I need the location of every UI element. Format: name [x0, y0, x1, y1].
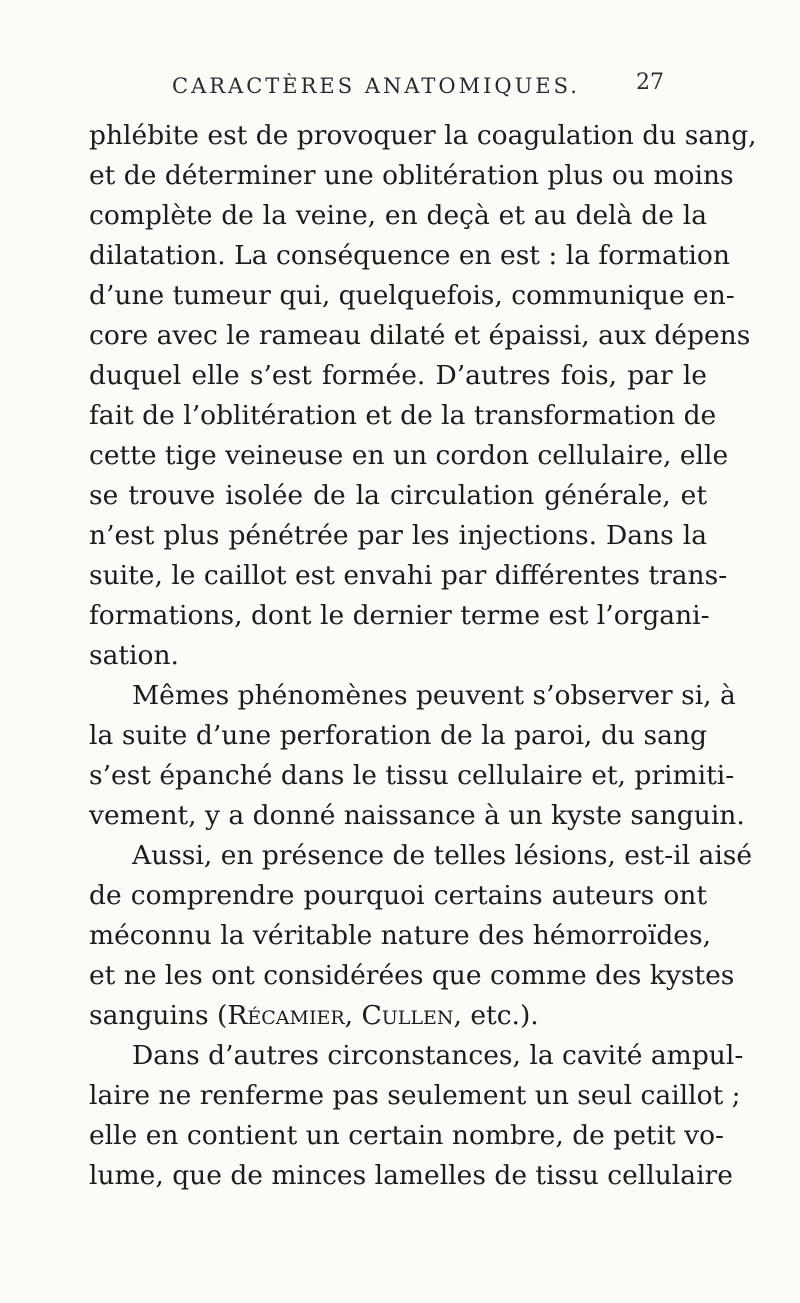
text-line: cette tige veineuse en un cordon cellulaire, elle: [89, 440, 729, 471]
text-line: lume, que de minces lamelles de tissu cellulaire: [89, 1160, 733, 1191]
citation-open: sanguins (: [89, 1000, 228, 1031]
text-line: et de déterminer une oblitération plus ou moins: [89, 160, 734, 191]
text-line: suite, le caillot est envahi par différentes trans-: [89, 560, 728, 591]
citation-separator: ,: [344, 1000, 362, 1031]
text-line: de comprendre pourquoi certains auteurs ont: [89, 880, 707, 911]
text-line: core avec le rameau dilaté et épaissi, aux dépens: [89, 320, 751, 351]
author-name-recamier: Récamier: [227, 1000, 345, 1031]
text-line: formations, dont le dernier terme est l’organi-: [89, 600, 710, 631]
author-name-cullen: Cullen: [361, 1000, 454, 1031]
text-line: sation.: [89, 640, 179, 671]
paragraph-start-line: Aussi, en présence de telles lésions, est-il aisé: [132, 840, 753, 871]
text-line: dilatation. La conséquence en est : la formation: [89, 240, 730, 271]
running-head: [0, 70, 800, 108]
page-number: 27: [636, 70, 664, 95]
text-line: vement, y a donné naissance à un kyste sanguin.: [89, 800, 745, 831]
citation-close: , etc.).: [453, 1000, 539, 1031]
text-line: fait de l’oblitération et de la transformation de: [89, 400, 717, 431]
text-line-with-citations: [89, 996, 707, 1036]
running-title: CARACTÈRES ANATOMIQUES.: [172, 74, 580, 98]
text-line: complète de la veine, en deçà et au delà de la: [89, 200, 707, 231]
text-line: elle en contient un certain nombre, de petit vo-: [89, 1120, 724, 1151]
text-line: laire ne renferme pas seulement un seul caillot ;: [89, 1080, 741, 1111]
text-line: la suite d’une perforation de la paroi, du sang: [89, 720, 707, 751]
paragraph-start-line: Mêmes phénomènes peuvent s’observer si, à: [132, 680, 736, 711]
text-line: n’est plus pénétrée par les injections. Dans la: [89, 520, 707, 551]
paragraph-start-line: Dans d’autres circonstances, la cavité ampul-: [132, 1040, 744, 1071]
text-line: d’une tumeur qui, quelquefois, communique en-: [89, 280, 735, 311]
text-line: s’est épanché dans le tissu cellulaire et, primiti-: [89, 760, 735, 791]
text-line: se trouve isolée de la circulation générale, et: [89, 480, 707, 511]
text-line: phlébite est de provoquer la coagulation du sang,: [89, 120, 757, 151]
text-line: méconnu la véritable nature des hémorroïdes,: [89, 920, 712, 951]
text-line: et ne les ont considérées que comme des kystes: [89, 960, 735, 991]
text-line: duquel elle s’est formée. D’autres fois, par le: [89, 360, 707, 391]
